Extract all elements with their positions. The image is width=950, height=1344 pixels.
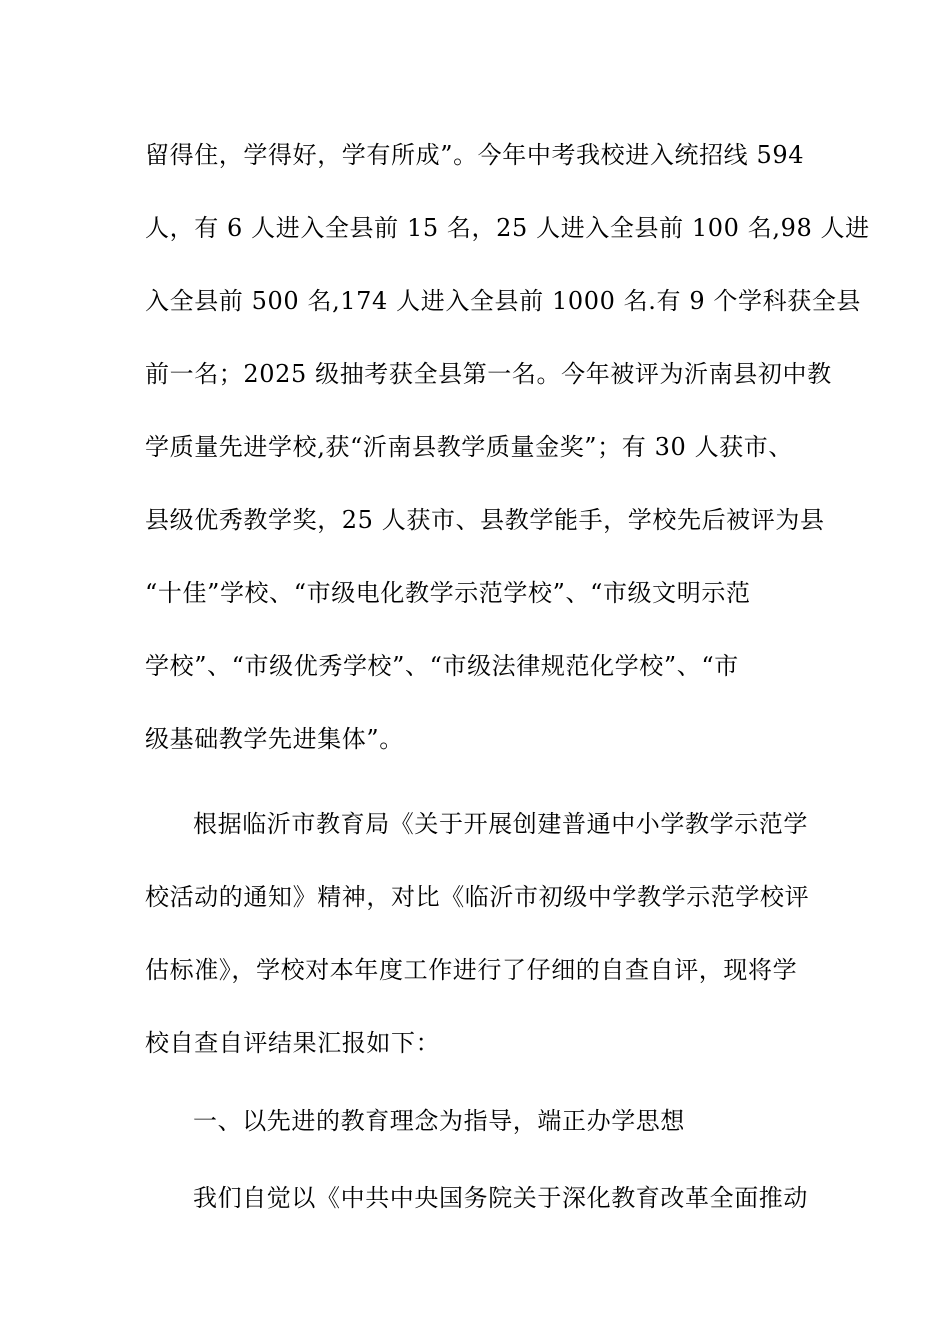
- section-heading: 一、以先进的教育理念为指导，端正办学思想: [193, 1107, 685, 1135]
- paragraph-line: 校活动的通知》精神，对比《临沂市初级中学教学示范学校评: [145, 883, 810, 911]
- paragraph-line: 级基础教学先进集体”。: [145, 725, 404, 753]
- paragraph-line: 留得住，学得好，学有所成”。今年中考我校进入统招线 594: [145, 141, 805, 169]
- paragraph-line: “十佳”学校、“市级电化教学示范学校”、“市级文明示范: [145, 579, 751, 607]
- paragraph-line: 县级优秀教学奖，25 人获市、县教学能手，学校先后被评为县: [145, 506, 825, 534]
- paragraph-line: 校自查自评结果汇报如下：: [145, 1029, 441, 1057]
- paragraph-line: 估标准》，学校对本年度工作进行了仔细的自查自评，现将学: [145, 956, 798, 984]
- paragraph-line: 人，有 6 人进入全县前 15 名，25 人进入全县前 100 名,98 人进: [145, 214, 870, 242]
- paragraph-line: 学质量先进学校,获“沂南县教学质量金奖”；有 30 人获市、: [145, 433, 793, 461]
- paragraph-line: 我们自觉以《中共中央国务院关于深化教育改革全面推动: [193, 1184, 808, 1212]
- paragraph-line: 根据临沂市教育局《关于开展创建普通中小学教学示范学: [193, 810, 808, 838]
- paragraph-line: 学校”、“市级优秀学校”、“市级法律规范化学校”、“市: [145, 652, 739, 680]
- paragraph-line: 入全县前 500 名,174 人进入全县前 1000 名.有 9 个学科获全县: [145, 287, 862, 315]
- paragraph-line: 前一名；2025 级抽考获全县第一名。今年被评为沂南县初中教: [145, 360, 832, 388]
